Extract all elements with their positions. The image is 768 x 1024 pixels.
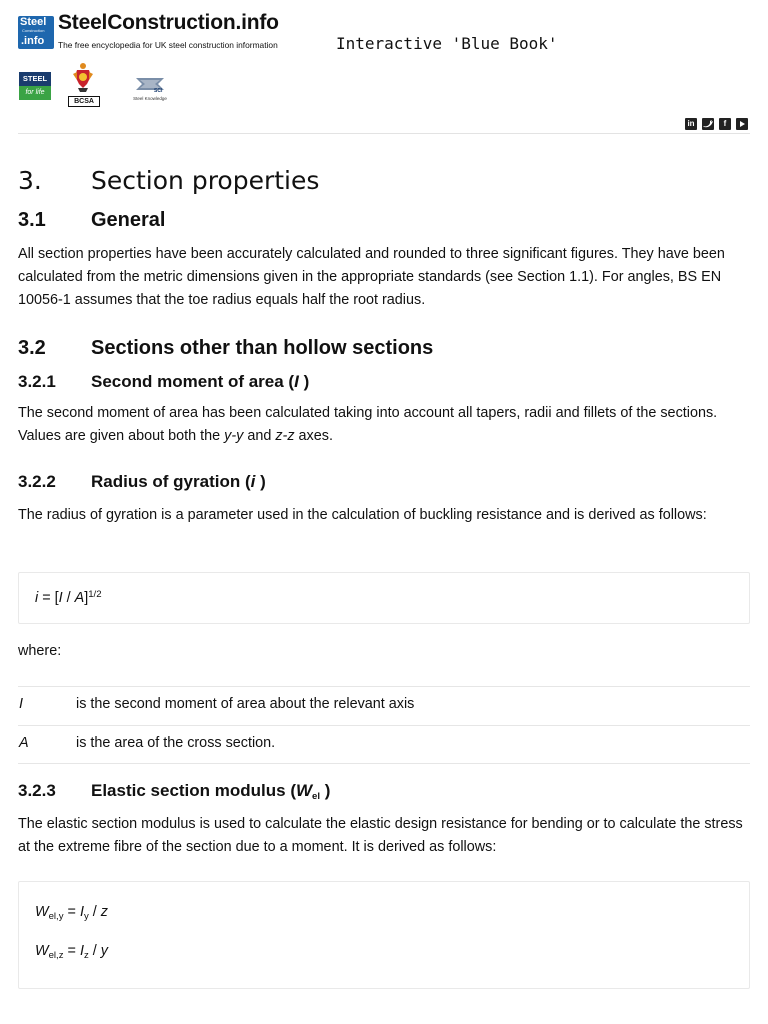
formula-eq: =	[63, 904, 80, 920]
formula-d: z	[100, 904, 108, 920]
subsection-3-1-heading	[18, 209, 750, 235]
site-name-link[interactable]: SteelConstruction.info	[58, 11, 279, 34]
social-links	[685, 118, 748, 130]
definition-row	[18, 725, 750, 764]
definitions-table	[18, 686, 750, 764]
title-symbol: W	[296, 781, 313, 800]
subsection-title	[91, 781, 330, 802]
formula-close: ]	[84, 590, 89, 606]
title-text: Elastic section modulus (	[91, 781, 296, 800]
logo-text-info: .info	[21, 35, 45, 47]
formula-slash: /	[62, 590, 75, 606]
youtube-icon[interactable]	[736, 118, 748, 130]
definition-row	[18, 686, 750, 725]
book-title: Interactive 'Blue Book'	[336, 34, 558, 53]
formula-slash: /	[88, 904, 101, 920]
logo-text-steel: Steel	[20, 16, 47, 28]
title-end: )	[255, 472, 266, 491]
subsection-title: General	[91, 209, 166, 231]
formula-line-z	[35, 943, 108, 961]
second-moment-paragraph	[18, 402, 750, 448]
formula-w: W	[35, 904, 49, 920]
formula-w: W	[35, 943, 49, 959]
text-c: axes.	[294, 428, 333, 444]
subsection-3-2-1-heading	[18, 372, 750, 394]
subsection-3-2-2-heading	[18, 472, 750, 494]
subsection-number: 3.1	[18, 209, 46, 231]
formula-i: I	[79, 904, 84, 920]
logo-text-construction: Construction	[22, 28, 45, 33]
subsection-3-2-3-heading	[18, 781, 750, 805]
formula-lhs: i	[35, 590, 39, 606]
bcsa-badge: BCSA	[68, 96, 100, 107]
sci-mark-text: SCI	[154, 88, 163, 94]
where-label: where:	[18, 643, 62, 659]
facebook-icon[interactable]: f	[719, 118, 731, 130]
formula-eq: = [	[38, 590, 59, 606]
subsection-3-2-heading	[18, 337, 750, 363]
formula-a: A	[74, 590, 85, 606]
formula-line-y	[35, 904, 108, 922]
site-tagline: The free encyclopedia for UK steel construction information	[58, 40, 278, 50]
subsection-title	[91, 372, 309, 392]
formula-w-sub: el,z	[48, 950, 64, 961]
title-text: Second moment of area (	[91, 372, 295, 391]
axis-y: y-y	[224, 428, 244, 444]
general-paragraph: All section properties have been accurately calculated and rounded to three significant figures. They have been calculated from the metric dimensions given in the appropriate standards (see Section 1.1). For angles, BS EN 10056-1 assumes that the toe radius equals half the root radius.	[18, 246, 725, 308]
bcsa-logo[interactable]	[66, 58, 102, 110]
section-number: 3.	[18, 166, 42, 195]
text-a: The second moment of area has been calculated taking into account all tapers, radii and fillets of the sections. Values are given about both the	[18, 405, 718, 444]
title-end: )	[298, 372, 310, 391]
elastic-modulus-formula	[18, 881, 750, 989]
subsection-number: 3.2.2	[18, 472, 56, 491]
subsection-title	[91, 472, 266, 492]
section-heading	[18, 166, 750, 200]
formula-w-sub: el,y	[48, 911, 64, 922]
definition-text: is the area of the cross section.	[76, 735, 276, 751]
steel-for-life-bottom: for life	[19, 86, 51, 100]
bcsa-crest-icon	[70, 62, 96, 92]
formula-d: y	[100, 943, 108, 959]
formula-i-sub: z	[83, 950, 89, 961]
section-title: Section properties	[91, 166, 320, 195]
header-divider	[18, 133, 750, 134]
title-symbol: i	[250, 472, 256, 491]
definition-symbol: I	[19, 696, 23, 712]
formula-slash: /	[88, 943, 101, 959]
steel-for-life-top: STEEL	[19, 72, 51, 86]
sci-caption: Steel Knowledge	[133, 96, 167, 101]
radius-gyration-paragraph: The radius of gyration is a parameter used in the calculation of buckling resistance and is derived as follows:	[18, 507, 707, 523]
subsection-number: 3.2.1	[18, 372, 56, 391]
subsection-number: 3.2.3	[18, 781, 56, 800]
formula-i: I	[58, 590, 63, 606]
definition-text: is the second moment of area about the relevant axis	[76, 696, 415, 712]
formula-eq: =	[63, 943, 80, 959]
sci-mark-icon	[134, 74, 166, 94]
formula-i-sub: y	[83, 911, 89, 922]
title-end: )	[320, 781, 331, 800]
elastic-modulus-paragraph: The elastic section modulus is used to calculate the elastic design resistance for bending or to calculate the stress at the extreme fibre of the section due to a moment. It is derived as follows:	[18, 816, 743, 855]
formula-i: I	[79, 943, 84, 959]
formula-exponent: 1/2	[88, 589, 102, 600]
title-text: Radius of gyration (	[91, 472, 251, 491]
axis-z: z-z	[275, 428, 295, 444]
twitter-icon[interactable]	[702, 118, 714, 130]
radius-gyration-formula	[18, 572, 750, 624]
title-subscript: el	[312, 791, 321, 802]
sci-logo[interactable]	[130, 74, 170, 104]
subsection-number: 3.2	[18, 337, 46, 359]
subsection-title: Sections other than hollow sections	[91, 337, 434, 359]
title-symbol: I	[294, 372, 299, 391]
text-b: and	[243, 428, 276, 444]
definition-symbol: A	[19, 735, 29, 751]
site-logo[interactable]	[18, 16, 54, 49]
linkedin-icon[interactable]: in	[685, 118, 697, 130]
steel-for-life-logo[interactable]	[19, 72, 51, 100]
formula-line	[35, 589, 102, 606]
